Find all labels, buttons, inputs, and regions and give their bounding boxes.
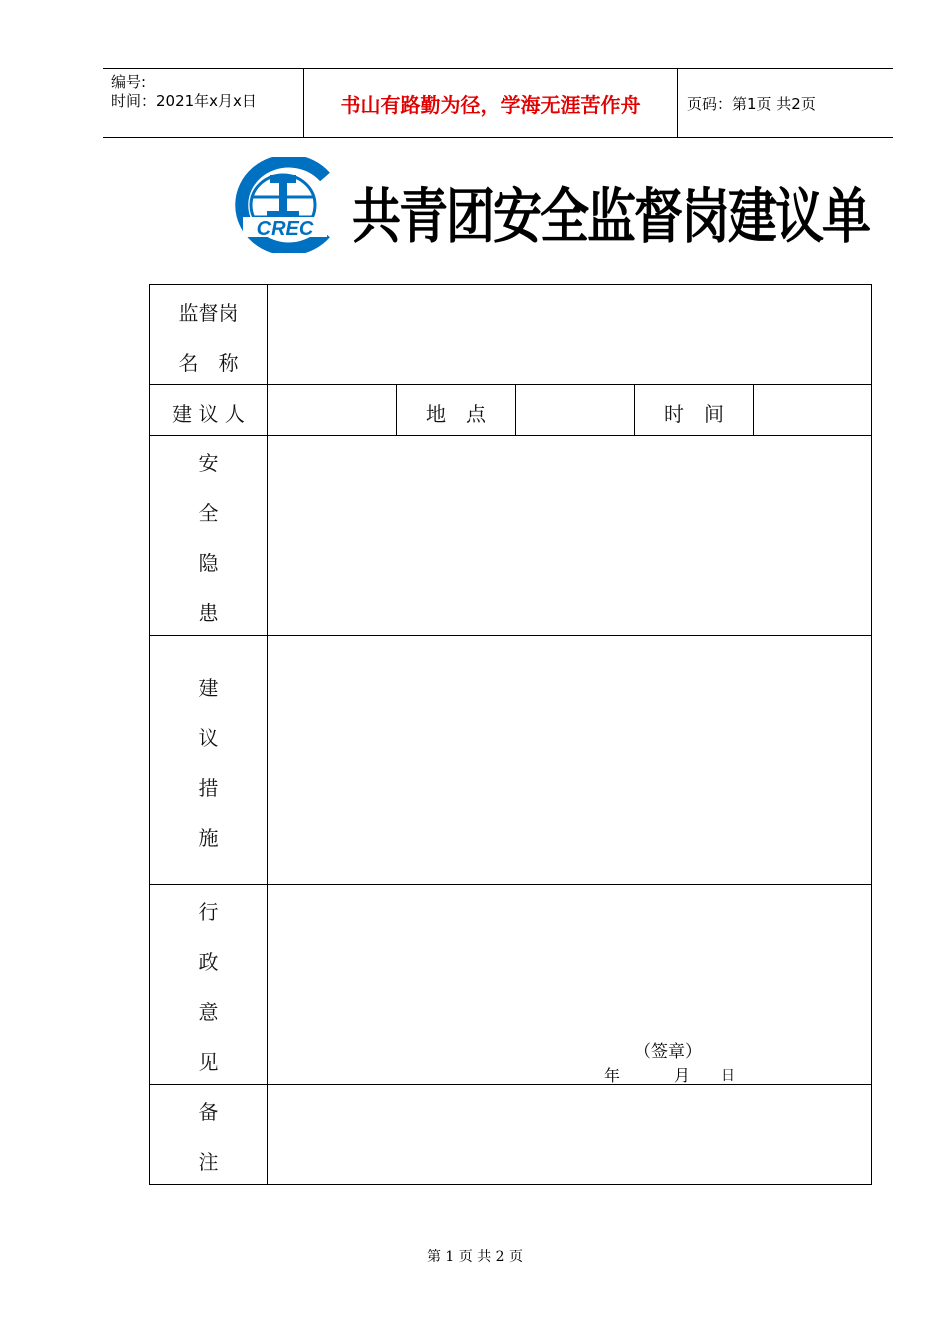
time-label: 时 间 <box>664 402 724 426</box>
post-name-label-line2: 名 称 <box>178 351 239 375</box>
serial-number-label: 编号: <box>111 73 147 91</box>
logo-text: CREC <box>256 218 314 240</box>
date-year-label: 年 <box>604 1066 621 1085</box>
date-month-label: 月 <box>674 1066 691 1085</box>
admin-opinion-field[interactable] <box>268 885 871 1084</box>
remarks-field[interactable] <box>268 1085 871 1184</box>
safety-hazard-field[interactable] <box>268 436 871 635</box>
seal-label: （签章） <box>634 1042 702 1062</box>
header-motto: 书山有路勤为径，学海无涯苦作舟 <box>340 92 641 117</box>
suggested-measures-field[interactable] <box>268 636 871 884</box>
suggestion-form <box>149 284 872 1185</box>
admin-opinion-label: 行 政 意 见 <box>198 900 219 1074</box>
page-header <box>103 68 893 138</box>
crec-logo-icon <box>223 157 341 253</box>
header-info <box>111 73 301 111</box>
post-name-field[interactable] <box>268 285 871 384</box>
safety-hazard-label: 安 全 隐 患 <box>198 451 219 625</box>
page-footer: 第 1 页 共 2 页 <box>426 1249 524 1265</box>
header-divider <box>677 69 678 137</box>
date-line: 时间：2021年x月x日 <box>111 92 257 110</box>
suggested-measures-label: 建 议 措 施 <box>198 676 219 850</box>
location-label: 地 点 <box>426 402 486 426</box>
remarks-label: 备 注 <box>198 1100 219 1174</box>
proposer-field[interactable] <box>268 385 396 435</box>
page-info: 页码：第1页 共2页 <box>687 94 816 113</box>
date-day-label: 日 <box>721 1068 735 1084</box>
page-title: 共青团安全监督岗建议单 <box>352 182 870 252</box>
time-field[interactable] <box>754 385 871 435</box>
proposer-label: 建 议 人 <box>172 402 245 426</box>
location-field[interactable] <box>516 385 634 435</box>
post-name-label-line1: 监督岗 <box>178 301 239 325</box>
